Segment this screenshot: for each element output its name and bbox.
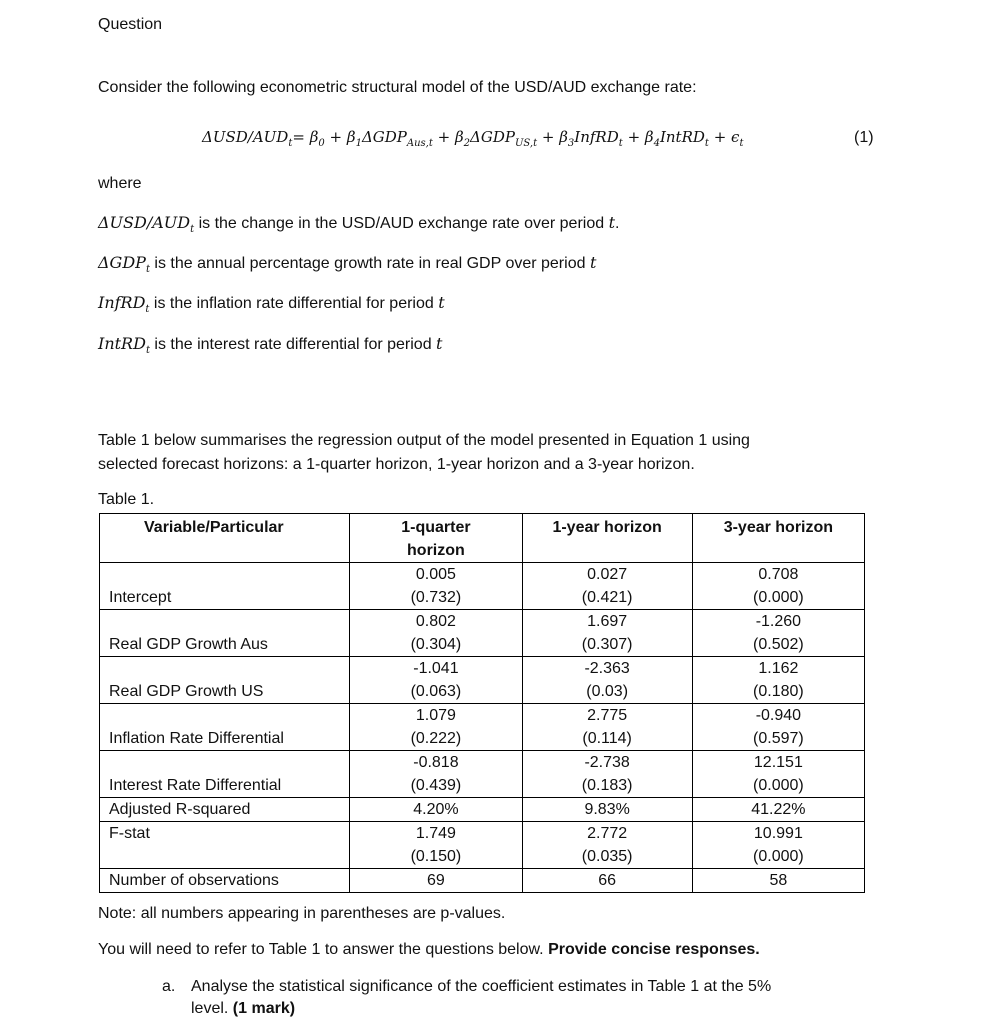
row-label-text: Real GDP Growth US bbox=[109, 683, 264, 700]
coef: 0.802 bbox=[415, 613, 456, 630]
def-sub: t bbox=[145, 304, 150, 316]
value: 4.20% bbox=[413, 801, 459, 818]
cell-3-year bbox=[692, 869, 864, 893]
cell-1-quarter bbox=[350, 798, 522, 822]
eq-part: + β bbox=[437, 128, 464, 146]
def-end: . bbox=[615, 215, 620, 232]
cell-3-year bbox=[692, 704, 864, 751]
cell-1-year bbox=[522, 657, 692, 704]
cell-1-quarter bbox=[350, 751, 522, 798]
coef: -2.738 bbox=[584, 754, 630, 771]
cell-1-year bbox=[522, 798, 692, 822]
def-text: is the annual percentage growth rate in real GDP over period bbox=[149, 255, 590, 272]
cell-3-year bbox=[692, 751, 864, 798]
table-intro-line1: Table 1 below summarises the regression output of the model presented in Equation 1 using bbox=[98, 432, 750, 449]
pvalue: (0.000) bbox=[753, 848, 804, 865]
instruction-bold: Provide concise responses. bbox=[548, 941, 760, 958]
pvalue: (0.000) bbox=[753, 589, 804, 606]
eq-sub: 2 bbox=[463, 138, 471, 149]
table-row-fstat bbox=[100, 822, 865, 869]
row-label-text: Adjusted R-squared bbox=[109, 801, 251, 818]
value: 9.83% bbox=[584, 801, 630, 818]
def-symbol: ΔGDP bbox=[98, 253, 146, 272]
def-sub: t bbox=[190, 224, 195, 236]
table-intro-line2: selected forecast horizons: a 1-quarter horizon, 1-year horizon and a 3-year horizon. bbox=[98, 456, 695, 473]
row-label bbox=[100, 751, 350, 798]
cell-1-year bbox=[522, 704, 692, 751]
coef: 0.027 bbox=[587, 566, 628, 583]
eq-part: = β bbox=[292, 128, 319, 146]
eq-part: + β bbox=[541, 128, 568, 146]
def-symbol: InfRD bbox=[98, 293, 146, 312]
eq-sub: US,t bbox=[514, 138, 538, 149]
row-label-text: F-stat bbox=[109, 825, 150, 842]
header-1-year bbox=[522, 514, 692, 563]
coef: 10.991 bbox=[753, 825, 803, 842]
header-3-year-label: 3-year horizon bbox=[723, 519, 834, 536]
pvalue: (0.597) bbox=[753, 730, 804, 747]
eq-sub: 0 bbox=[318, 138, 325, 149]
pvalue: (0.304) bbox=[410, 636, 462, 653]
eq-part: ΔGDP bbox=[361, 128, 407, 146]
table-row-gdp-us bbox=[100, 657, 865, 704]
table-row-interest bbox=[100, 751, 865, 798]
cell-3-year bbox=[692, 657, 864, 704]
def-sub: t bbox=[145, 264, 150, 276]
row-label bbox=[100, 610, 350, 657]
cell-3-year bbox=[692, 610, 864, 657]
coef: 2.772 bbox=[587, 825, 628, 842]
coef: 0.708 bbox=[758, 566, 799, 583]
table-row-adj-r2 bbox=[100, 798, 865, 822]
instruction bbox=[98, 941, 760, 959]
row-label-text: Inflation Rate Differential bbox=[109, 730, 284, 747]
cell-1-quarter bbox=[350, 563, 522, 610]
definition-usdaud bbox=[98, 213, 619, 235]
value: 69 bbox=[427, 872, 445, 889]
definition-intrd bbox=[98, 334, 442, 356]
row-label bbox=[100, 657, 350, 704]
def-symbol: IntRD bbox=[98, 334, 146, 353]
coef: 1.079 bbox=[415, 707, 456, 724]
question-a-line1: Analyse the statistical significance of the coefficient estimates in Table 1 at the 5% bbox=[191, 978, 772, 995]
coef: -1.260 bbox=[755, 613, 802, 630]
header-1-year-label: 1-year horizon bbox=[552, 519, 662, 536]
header-1-quarter-line2: horizon bbox=[407, 542, 465, 559]
coef: -1.041 bbox=[413, 660, 459, 677]
cell-3-year bbox=[692, 822, 864, 869]
pvalue: (0.439) bbox=[410, 777, 462, 794]
eq-lhs: ΔUSD/AUD bbox=[202, 128, 289, 146]
eq-part: + β bbox=[329, 128, 356, 146]
coef: 12.151 bbox=[753, 754, 803, 771]
pvalue: (0.03) bbox=[586, 683, 629, 700]
cell-3-year bbox=[692, 798, 864, 822]
pvalue: (0.000) bbox=[753, 777, 804, 794]
table-row-intercept bbox=[100, 563, 865, 610]
table-caption: Table 1. bbox=[98, 491, 155, 508]
coef: 1.162 bbox=[758, 660, 799, 677]
row-label-text: Real GDP Growth Aus bbox=[109, 636, 268, 653]
table-note: Note: all numbers appearing in parentheses are p-values. bbox=[98, 905, 506, 922]
header-3-year bbox=[692, 514, 864, 563]
equation-number: (1) bbox=[854, 129, 874, 146]
pvalue: (0.180) bbox=[753, 683, 804, 700]
eq-sub: t bbox=[704, 138, 709, 149]
table-row-nobs bbox=[100, 869, 865, 893]
cell-1-year bbox=[522, 563, 692, 610]
definition-infrd bbox=[98, 293, 445, 315]
eq-sub: 1 bbox=[355, 138, 362, 149]
row-label-text: Intercept bbox=[109, 589, 172, 606]
cell-1-quarter bbox=[350, 822, 522, 869]
coef: -0.818 bbox=[413, 754, 459, 771]
question-a-marker: a. bbox=[162, 978, 176, 995]
where-label: where bbox=[98, 175, 142, 192]
def-sub: t bbox=[145, 345, 150, 357]
row-label-text: Number of observations bbox=[109, 872, 279, 889]
value: 58 bbox=[769, 872, 788, 889]
coef: 2.775 bbox=[587, 707, 628, 724]
eq-sub: t bbox=[618, 138, 623, 149]
value: 41.22% bbox=[751, 801, 806, 818]
header-1-quarter bbox=[350, 514, 522, 563]
header-variable bbox=[100, 514, 350, 563]
coef: 1.697 bbox=[587, 613, 628, 630]
def-var: t bbox=[589, 253, 597, 272]
pvalue: (0.732) bbox=[410, 589, 462, 606]
def-symbol: ΔUSD/AUD bbox=[98, 213, 191, 232]
row-label bbox=[100, 704, 350, 751]
eq-part: IntRD bbox=[659, 128, 705, 146]
question-a-line2 bbox=[191, 1000, 295, 1018]
def-text: is the interest rate differential for period bbox=[149, 336, 437, 353]
eq-lhs-sub: t bbox=[288, 138, 293, 149]
cell-1-quarter bbox=[350, 704, 522, 751]
coef: 0.005 bbox=[415, 566, 456, 583]
intro-text: Consider the following econometric structural model of the USD/AUD exchange rate: bbox=[98, 79, 697, 96]
coef: -2.363 bbox=[584, 660, 630, 677]
eq-sub: t bbox=[739, 138, 744, 149]
table-header-row bbox=[100, 514, 865, 563]
row-label-text: Interest Rate Differential bbox=[109, 777, 282, 794]
instruction-plain: You will need to refer to Table 1 to answer the questions below. bbox=[98, 941, 549, 958]
pvalue: (0.063) bbox=[410, 683, 462, 700]
cell-1-year bbox=[522, 869, 692, 893]
value: 66 bbox=[598, 872, 617, 889]
pvalue: (0.150) bbox=[410, 848, 462, 865]
regression-table bbox=[99, 513, 865, 893]
pvalue: (0.035) bbox=[581, 848, 633, 865]
cell-1-year bbox=[522, 610, 692, 657]
coef: -0.940 bbox=[755, 707, 802, 724]
pvalue: (0.307) bbox=[581, 636, 633, 653]
pvalue: (0.183) bbox=[581, 777, 633, 794]
question-heading: Question bbox=[98, 16, 163, 33]
pvalue: (0.222) bbox=[410, 730, 462, 747]
coef: 1.749 bbox=[415, 825, 456, 842]
eq-sub: 3 bbox=[567, 138, 575, 149]
table-row-inflation bbox=[100, 704, 865, 751]
header-variable-label: Variable/Particular bbox=[144, 519, 284, 536]
row-label bbox=[100, 822, 350, 869]
pvalue: (0.421) bbox=[581, 589, 633, 606]
cell-3-year bbox=[692, 563, 864, 610]
pvalue: (0.502) bbox=[753, 636, 804, 653]
cell-1-year bbox=[522, 751, 692, 798]
row-label bbox=[100, 869, 350, 893]
definition-gdp bbox=[98, 253, 596, 275]
cell-1-quarter bbox=[350, 657, 522, 704]
def-var: t bbox=[438, 293, 445, 312]
eq-part: InfRD bbox=[574, 128, 619, 146]
def-var: t bbox=[436, 334, 443, 353]
cell-1-quarter bbox=[350, 869, 522, 893]
header-1-quarter-line1: 1-quarter bbox=[401, 519, 471, 536]
table-row-gdp-aus bbox=[100, 610, 865, 657]
def-text: is the inflation rate differential for period bbox=[149, 295, 439, 312]
question-a-line2-plain: level. bbox=[191, 1000, 233, 1017]
def-var: t bbox=[608, 213, 616, 232]
row-label bbox=[100, 798, 350, 822]
eq-part: + ϵ bbox=[713, 128, 740, 146]
model-equation bbox=[202, 128, 743, 149]
eq-sub: Aus,t bbox=[406, 138, 433, 149]
question-a-mark: (1 mark) bbox=[232, 1000, 296, 1017]
def-text: is the change in the USD/AUD exchange rate over period bbox=[194, 215, 609, 232]
eq-sub: 4 bbox=[653, 138, 660, 149]
eq-part: + β bbox=[627, 128, 654, 146]
cell-1-quarter bbox=[350, 610, 522, 657]
pvalue: (0.114) bbox=[582, 730, 632, 747]
cell-1-year bbox=[522, 822, 692, 869]
row-label bbox=[100, 563, 350, 610]
eq-part: ΔGDP bbox=[470, 128, 515, 146]
